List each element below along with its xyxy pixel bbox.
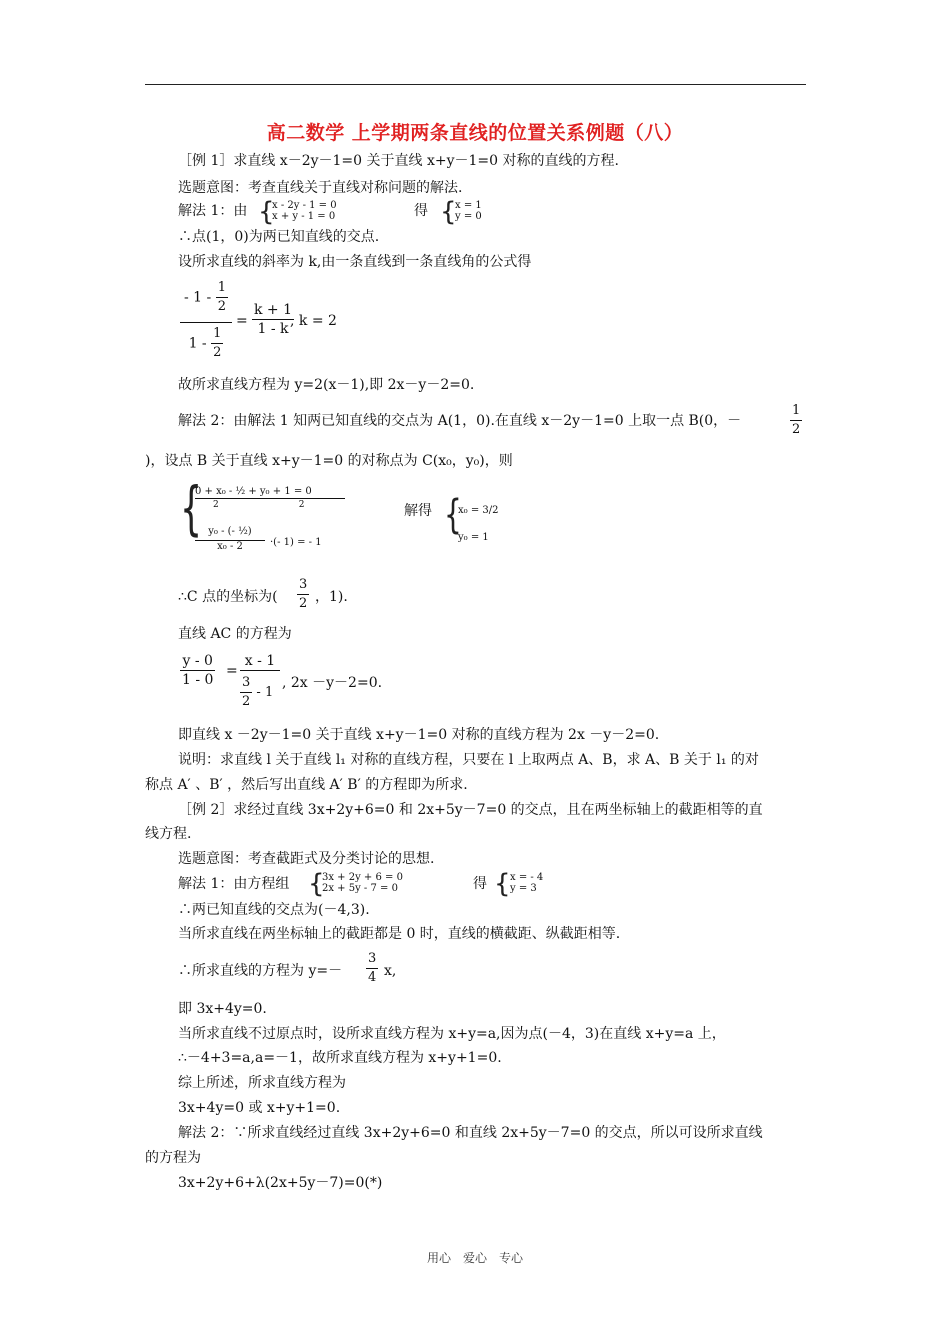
frac-denominator: 4 <box>368 970 377 985</box>
frac-numerator: 1 <box>790 402 802 421</box>
summary-result: 3x+4y=0 或 x+y+1=0. <box>178 1100 341 1116</box>
system2-brace: { <box>180 474 203 542</box>
intent-line: 选题意图：考查直线关于直线对称问题的解法. <box>178 180 463 196</box>
ac-lhs-numerator: y - 0 <box>180 652 215 671</box>
frac-numerator: 1 <box>216 279 228 298</box>
note-line-2: 称点 A′ 、B′ ，然后写出直线 A′ B′ 的方程即为所求. <box>145 777 468 793</box>
case-nonzero-line: 当所求直线不过原点时，设所求直线方程为 x+y=a,因为点(－4，3)在直线 x+y=a 上， <box>178 1026 726 1042</box>
case-nonzero-result: ∴－4+3=a,a=－1，故所求直线方程为 x+y+1=0. <box>178 1050 502 1066</box>
page-title: 高二数学 上学期两条直线的位置关系例题（八） <box>266 122 684 144</box>
case-zero-result: ∴所求直线的方程为 y=－ <box>178 963 343 979</box>
case-zero-line: 当所求直线在两坐标轴上的截距都是 0 时，直线的横截距、纵截距相等. <box>178 926 621 942</box>
system2-eq2-tail: ·(- 1) = - 1 <box>270 537 322 548</box>
slope-denominator-text: 1 - <box>188 335 207 352</box>
c-coordinate-line: ∴C 点的坐标为( <box>178 589 278 605</box>
ac-equation <box>180 652 480 712</box>
rhs-denominator: 1 - k <box>257 321 289 337</box>
slope-intro-line: 设所求直线的斜率为 k,由一条直线到一条直线角的公式得 <box>178 254 532 270</box>
ac-rhs-den-tail: - 1 <box>256 685 274 700</box>
system2-eq1-den: 2 2 <box>195 498 345 511</box>
jiede-label: 解得 <box>404 503 432 519</box>
solution3-brace: { <box>494 869 511 899</box>
case-zero-result-tail: x, <box>384 963 397 979</box>
solution2-y: y₀ = 1 <box>458 532 489 543</box>
frac-denominator: 2 <box>213 345 222 360</box>
method2-line-2: 解法 2：∵所求直线经过直线 3x+2y+6=0 和直线 2x+5y－7=0 的交点，所以可设所求直线 <box>178 1125 763 1141</box>
note-line-1: 说明：求直线 l 关于直线 l₁ 对称的直线方程，只要在 l 上取两点 A、B，求 A、B 关于 l₁ 的对 <box>178 752 759 768</box>
lambda-equation: 3x+2y+6+λ(2x+5y－7)=0(*) <box>178 1175 383 1191</box>
header-rule <box>145 84 806 85</box>
intersection-line: ∴点(1，0)为两已知直线的交点. <box>178 229 380 245</box>
system3-brace: { <box>308 869 325 899</box>
system1-eq1: x - 2y - 1 = 0 <box>272 200 337 211</box>
equation-3x4y: 即 3x+4y=0. <box>178 1001 267 1017</box>
system3-eq1: 3x + 2y + 6 = 0 <box>322 872 403 883</box>
slope-result: , k = 2 <box>290 313 337 329</box>
system-brace: { <box>258 197 275 227</box>
half-fraction <box>790 402 802 439</box>
system2-eq2-num: y₀ - (- ½) <box>208 526 252 537</box>
symmetric-point-line: )，设点 B 关于直线 x+y－1=0 的对称点为 C(x₀，y₀)，则 <box>145 453 513 469</box>
de-label: 得 <box>414 203 428 219</box>
system2-eq1-text: 0 + x₀ - ½ + y₀ <box>195 486 270 497</box>
slope-numerator-text: - 1 - <box>183 289 212 306</box>
c-coordinate-tail: ，1). <box>315 589 348 605</box>
example1-question: ［例 1］求直线 x－2y－1=0 关于直线 x+y－1=0 对称的直线的方程. <box>178 153 619 169</box>
c-fraction <box>297 576 309 613</box>
solution2-x: x₀ = 3/2 <box>458 505 499 516</box>
system1-eq2: x + y - 1 = 0 <box>272 211 336 222</box>
system3-eq2: 2x + 5y - 7 = 0 <box>322 883 398 894</box>
three-quarter-fraction <box>366 950 378 987</box>
solution3-x: x = - 4 <box>510 872 544 883</box>
solution2-brace: { <box>444 492 462 538</box>
example2-question-cont: 线方程. <box>145 826 192 842</box>
system2-eq1 <box>195 486 405 497</box>
intersection-line-2: ∴两已知直线的交点为(－4,3). <box>178 902 370 918</box>
rhs-numerator: k + 1 <box>254 302 293 318</box>
page-footer: 用心 爱心 专心 <box>426 1251 523 1265</box>
ac-rhs-denominator <box>240 674 280 711</box>
solution1-y: y = 0 <box>455 211 482 222</box>
ac-result: , 2x －y－2=0. <box>282 675 383 691</box>
frac-denominator: 2 <box>217 299 226 314</box>
ac-equals: = <box>226 663 238 679</box>
method2-line-2-cont: 的方程为 <box>145 1150 201 1166</box>
solution3-y: y = 3 <box>510 883 537 894</box>
example2-question: ［例 2］求经过直线 3x+2y+6=0 和 2x+5y－7=0 的交点，且在两坐标轴上的截距相等的直 <box>178 802 763 818</box>
frac-denominator: 2 <box>242 694 251 709</box>
frac-denominator: 2 <box>299 596 308 611</box>
ac-lhs-denominator: 1 - 0 <box>182 672 214 688</box>
method1-label-2: 解法 1：由方程组 <box>178 876 290 892</box>
intent-line-2: 选题意图：考查截距式及分类讨论的思想. <box>178 851 435 867</box>
equals-sign: = <box>236 313 248 329</box>
frac-numerator: 3 <box>366 950 378 969</box>
method2-line: 解法 2：由解法 1 知两已知直线的交点为 A(1，0).在直线 x－2y－1=0 上取一点 B(0，－ <box>178 413 742 429</box>
summary-line: 综上所述，所求直线方程为 <box>178 1075 346 1091</box>
ac-intro-line: 直线 AC 的方程为 <box>178 626 292 642</box>
frac-numerator: 3 <box>240 674 252 693</box>
ac-rhs-numerator: x - 1 <box>240 652 280 671</box>
frac-numerator: 1 <box>211 325 223 344</box>
de-label-2: 得 <box>473 876 487 892</box>
method1-label: 解法 1：由 <box>178 203 248 219</box>
solution-brace: { <box>440 197 457 227</box>
system2-eq2-den: x₀ - 2 <box>195 540 265 552</box>
frac-numerator: 3 <box>297 576 309 595</box>
solution1-x: x = 1 <box>455 200 482 211</box>
slope-formula <box>180 279 340 374</box>
conclusion-line: 即直线 x －2y－1=0 关于直线 x+y－1=0 对称的直线方程为 2x －y－2=0. <box>178 727 660 743</box>
frac-denominator: 2 <box>792 422 801 437</box>
result-line-1: 故所求直线方程为 y=2(x－1),即 2x－y－2=0. <box>178 377 475 393</box>
system2-eq1-tail: + 1 = 0 <box>272 486 312 497</box>
